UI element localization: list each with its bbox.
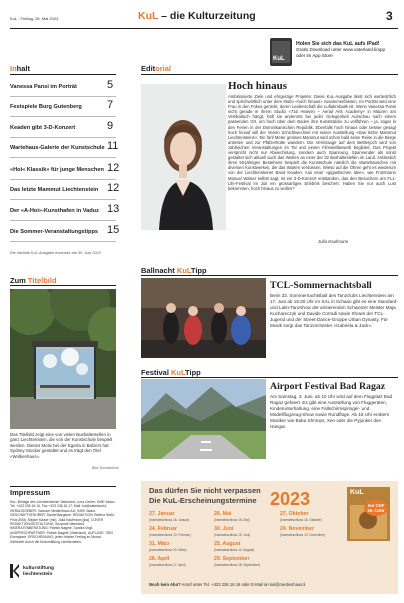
- airfield-photo: [141, 379, 266, 459]
- author-portrait: [141, 84, 226, 230]
- ballnacht-body: Beim 33. Sommernachtsball des Tanzclubs Liechtenstein am 17. Juni ab 19.30 Uhr im SAL in Schaan gibt es eine Standard- und Latin-Tanzshow der amtierenden Schweizer Meister Maja Kuchareczyk und Davide Corradi sowie Shows der TCL-Jugend und der Street-Dance-Gruppe Urban Dynasty. Für Musik sorgt das Tanzorchester «Gabriela & Jack».: [270, 293, 398, 328]
- price-badge: nur CHF 39.-/Jahr: [364, 500, 388, 516]
- app-promo-line2: oder im App Store: [296, 53, 333, 58]
- toc-divider: [10, 116, 116, 117]
- titelbild-rule: [10, 285, 116, 286]
- termin-date: 31. März: [149, 541, 170, 547]
- newspaper-title: KuL – die Kulturzeitung: [138, 10, 256, 22]
- festival-heading: Festival KuLTipp: [141, 368, 201, 377]
- toc-item[interactable]: «Hoi« Klassik» für junge Menschen: [10, 167, 104, 173]
- ballnacht-title: TCL-Sommernachtsball: [270, 280, 372, 291]
- editorial-heading: Editorial: [141, 64, 172, 73]
- termin-deadline: (Inserateschluss 17. April): [149, 563, 186, 567]
- termine-year: 2023: [270, 489, 311, 509]
- dancers-illustration: [141, 278, 266, 358]
- impressum-rule: [10, 486, 116, 487]
- termin-deadline: (Inserateschluss 18. September): [214, 563, 261, 567]
- toc-item[interactable]: Keaden gibt 3-D-Konzert: [10, 125, 76, 131]
- termin-deadline: (Inserateschluss 16. Oktober): [280, 518, 322, 522]
- toc-divider: [10, 96, 116, 97]
- toc-page: 15: [107, 224, 120, 236]
- ballnacht-rule: [141, 275, 398, 276]
- editorial-body: Ambitionierte Ziele und ehrgeizige Projekte: Diese KuL-Ausgabe lässt sich wortwörtlich und sprichwörtlich unter dem Motto «hoch hinaus» zusammenfassen. Im Porträt wird eine Frau in den Fokus gerückt, deren Leidenschaft die Luftakrobatik ist. Wenn Vanessa Pansi nicht gerade in ihrem Studio «716 Heaven – Aerial Arts Academy» in Mauren am Vertikaltuch hängt, hält sie anderorts bei jeder Gelegenheit Ausschau nach einem passenden Ort, um hoch über dem Boden ihre Kunststücke zu vollführen – ja, sogar in den Ferien in der Dominikanischen Republik. Ebenfalls hoch hinaus oder besser gesagt hoch hinauf will der Verein Schichtwechsel mit seiner Ausstellung «Das letzte Mammut Liechtensteins»: Ein fünf Meter grosses Mammut wird schon bald seine Reise in die Berge antreten und zur Pfälzerhütte wandern. Die Vernissage auf dem Bettlerjoch wird von zahlreichen Veranstaltungen im Tal und einem Filmwettbewerb begleitet. Das Projekt verspricht nicht nur Abwechslung, sondern auch Spannung. Spannender als sonst gestaltet sich aktuell auch das Warten an einer der 32 Bushaltestellen im Land. Anlässlich ihres 50-jährigen Bestehens bespielt die Kunstschule nämlich die Wartehäuschen mit diversen Kunstwerken, die das Warten versüssen. Wieso auf die Ohren geht es wiederum von der Liechtensteiner Band Keaden. Aus einer «gigantischen Idee», wie Frontmann Manuel Walser selbst sagt, ist ein 3-D-Konzert entstanden, das den Besuchern am FL1-Life-Festival im Juli ein grossartiges Erlebnis beschert. Haben Sie nur auch Lust bekommen, hoch hinaus zu wollen?: [228, 94, 396, 191]
- inhalt-rule: [10, 74, 116, 75]
- termine-subtitle: Die KuL-Erscheinungstermine: [149, 496, 257, 505]
- toc-page: 13: [107, 203, 120, 215]
- termin-deadline: (Inserateschluss 15. Mai): [214, 518, 250, 522]
- toc-divider: [10, 157, 116, 158]
- toc-page: 7: [107, 99, 114, 111]
- impressum-heading: Impressum: [10, 488, 51, 497]
- portrait-illustration: [141, 84, 226, 230]
- toc-page: 12: [107, 162, 120, 174]
- toc-item[interactable]: Der «A-Hoi»-Kunsthafen in Vaduz: [10, 208, 99, 214]
- editorial-headline: Hoch hinaus: [228, 80, 287, 92]
- magazine-label: KuL: [350, 489, 364, 496]
- festival-title: Airport Festival Bad Ragaz: [270, 381, 386, 392]
- termine-title: Das dürfen Sie nicht verpassen: [149, 486, 261, 495]
- toc-page: 11: [107, 140, 119, 152]
- dancers-photo: [141, 278, 266, 358]
- toc-item[interactable]: Wartehaus-Galerie der Kunstschule: [10, 145, 105, 151]
- bus-stop-photo: [10, 289, 116, 429]
- app-promo-line1: Gratis Download unter www.vaterland.li/app: [296, 47, 386, 52]
- ballnacht-heading: Ballnacht KuLTipp: [141, 266, 207, 275]
- termin-deadline: (Inserateschluss 13. Februar): [149, 533, 191, 537]
- titelbild-heading: Zum Titelbild: [10, 276, 57, 285]
- festival-rule: [141, 377, 398, 378]
- header-rule: [10, 28, 398, 29]
- toc-divider: [10, 179, 116, 180]
- editorial-signature: Julia Kaufmann: [318, 239, 349, 244]
- termin-date: 27. Oktober: [280, 511, 309, 517]
- titelbild-credit: Bild: Kunstschule: [92, 466, 119, 470]
- app-screen: KuL: [272, 41, 290, 63]
- termin-date: 28. April: [149, 556, 170, 562]
- toc-item[interactable]: Das letzte Mammut Liechtenstein: [10, 187, 99, 193]
- termin-date: 29. September: [214, 556, 250, 562]
- toc-divider: [10, 241, 116, 242]
- termin-deadline: (Inserateschluss 14. August): [214, 548, 255, 552]
- toc-item[interactable]: Vanessa Pansi im Porträt: [10, 84, 77, 90]
- editorial-rule: [141, 74, 398, 75]
- toc-divider: [10, 220, 116, 221]
- app-promo[interactable]: [296, 41, 396, 59]
- next-issue-note: Die nächste KuL-Ausgabe erscheint am 30. Juni 2023: [10, 251, 101, 255]
- termin-date: 24. November: [280, 526, 315, 532]
- titelbild-caption: Das Titelbild zeigt eine von vielen Bushaltestellen in ganz Liechtenstein, die von der Kunstschule bespielt werden. Dieses Motiv bei der Egerta in Balzers hat Sydney Stocker gestaltet und es trägt den Titel «Wolkenhaus».: [10, 432, 113, 459]
- bus-stop-illustration: [10, 289, 116, 429]
- termin-deadline: (Inserateschluss 13. November): [280, 533, 326, 537]
- termin-date: 24. Februar: [149, 526, 177, 532]
- abo-footer[interactable]: Noch kein Abo? Anruf unter Tel. +423 236 16 16 oder E-Mail an kul@medienhaus.li: [149, 582, 306, 587]
- toc-page: 12: [107, 182, 120, 194]
- termin-date: 27. Januar: [149, 511, 175, 517]
- impressum-body: KuL: Beilage des Liechtensteiner Vaterland, Lova Center, 9490 Vaduz. Tel. +423 236 16 16, Fax +423 236 16 17, Mail: kul@vaterland.li. HERAUSGEBER: Vaduzer Medienhaus AG, 9490 Vaduz. GESCHÄFTSFÜHRER: Daniel Bargetze. REDAKTION: Bettina Stahl-Frick (BSt), Mirjam Kaiser (mk), Julia Kaufmann (jka). COVER REDAKTION/GESTALTUNG: Suzanne Vaterland. INSERATENBERATUNG: Patrick Nagele, Sandra Vogt. ANSPRECHPARTNER: Patrick Nagele (Vaterland). AUFLAGE: 7500 Exemplare. ERSCHEINUNG: jeden letzten Freitag im Monat. Gefördert durch die Kulturstiftung Liechtenstein.: [10, 500, 116, 544]
- app-promo-heading: Holen Sie sich das KuL aufs iPad!: [296, 41, 380, 47]
- termin-deadline: (Inserateschluss 19. Juni): [214, 533, 251, 537]
- issue-date: KuL · Freitag, 26. Mai 2023: [10, 16, 59, 21]
- toc-item[interactable]: Festspiele Burg Gutenberg: [10, 104, 82, 110]
- airfield-illustration: [141, 379, 266, 459]
- toc-item[interactable]: Die Sommer-Veranstaltungstipps: [10, 229, 98, 235]
- kulturstiftung-logo: kulturstiftung liechtenstein: [23, 566, 54, 577]
- termin-date: 25. August: [214, 541, 241, 547]
- toc-page: 9: [107, 120, 114, 132]
- termin-deadline: (Inserateschluss 16. Januar): [149, 518, 190, 522]
- termin-date: 26. Mai: [214, 511, 232, 517]
- toc-divider: [10, 199, 116, 200]
- festival-body: Am Samstag, 3. Juni, ab 10 Uhr wird auf dem Flugplatz Bad Ragaz gefeiert. Es gibt eine Ausstellung von Fluggeräten, Kinderunterhaltung, eine Fallschirmspringer- und Modellflugzeug-Show sowie Rundflüge. Ab 18 Uhr erobern Musiker wie Baba Shrimps, Xen oder die Pyjunker den Hangar.: [270, 394, 393, 429]
- inhalt-heading: Inhalt: [10, 64, 31, 73]
- termin-date: 30. Juni: [214, 526, 234, 532]
- kulturstiftung-logo-icon: [10, 564, 19, 578]
- toc-divider: [10, 137, 116, 138]
- termin-deadline: (Inserateschluss 20. März): [149, 548, 187, 552]
- toc-page: 5: [107, 79, 114, 91]
- page-number: 3: [386, 9, 393, 23]
